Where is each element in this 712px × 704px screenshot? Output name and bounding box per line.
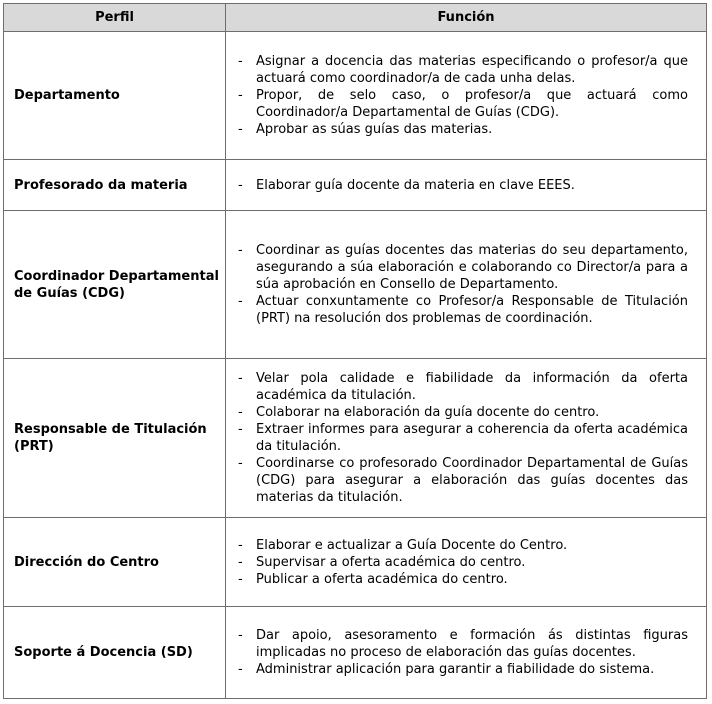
- dash-bullet-icon: -: [238, 294, 243, 309]
- funcion-list: [238, 537, 688, 588]
- list-item: [238, 554, 688, 571]
- funcion-cell: [226, 211, 707, 359]
- funcion-cell: [226, 607, 707, 699]
- perfil-cell: Coordinador Departamental de Guías (CDG): [4, 211, 226, 359]
- funcion-list: [238, 177, 688, 194]
- dash-bullet-icon: -: [238, 177, 243, 193]
- list-item: [238, 293, 688, 327]
- funcion-list: [238, 53, 688, 138]
- table-row: [4, 160, 707, 211]
- list-item-text: Colaborar na elaboración da guía docente do centro.: [256, 405, 600, 420]
- list-item: [238, 537, 688, 554]
- list-item: [238, 53, 688, 87]
- table-row: [4, 211, 707, 359]
- list-item-text: Asignar a docencia das materias especificando o profesor/a que actuará como coordinador/a de cada unha delas.: [256, 54, 688, 86]
- funcion-header: Función: [226, 4, 707, 32]
- dash-bullet-icon: -: [238, 422, 243, 437]
- list-item: [238, 661, 688, 678]
- list-item-text: Dar apoio, asesoramento e formación ás distintas figuras implicadas no proceso de elaboración das guías docentes.: [256, 628, 688, 660]
- header-row: [4, 4, 707, 32]
- list-item-text: Extraer informes para asegurar a coherencia da oferta académica da titulación.: [256, 422, 688, 454]
- list-item-text: Supervisar a oferta académica do centro.: [256, 554, 526, 570]
- dash-bullet-icon: -: [238, 456, 243, 471]
- list-item: [238, 404, 688, 421]
- list-item: [238, 242, 688, 293]
- dash-bullet-icon: -: [238, 537, 243, 553]
- list-item: [238, 121, 688, 138]
- list-item-text: Coordinarse co profesorado Coordinador Departamental de Guías (CDG) para asegurar a elaboración das guías docentes das materias da titulación.: [256, 456, 688, 505]
- table-row: [4, 518, 707, 607]
- funcion-cell: [226, 359, 707, 518]
- dash-bullet-icon: -: [238, 122, 243, 137]
- list-item-text: Actuar conxuntamente co Profesor/a Responsable de Titulación (PRT) na resolución dos problemas de coordinación.: [256, 294, 688, 326]
- table-row: [4, 32, 707, 160]
- list-item-text: Publicar a oferta académica do centro.: [256, 571, 508, 587]
- list-item-text: Administrar aplicación para garantir a fiabilidade do sistema.: [256, 662, 655, 677]
- list-item-text: Coordinar as guías docentes das materias do seu departamento, asegurando a súa elaboración e colaborando co Director/a para a súa aprobación en Consello de Departamento.: [256, 243, 688, 292]
- table-body: [4, 32, 707, 699]
- list-item: [238, 455, 688, 506]
- funcion-cell: [226, 32, 707, 160]
- list-item-text: Elaborar guía docente da materia en clave EEES.: [256, 177, 575, 193]
- list-item: [238, 177, 688, 194]
- list-item-text: Elaborar e actualizar a Guía Docente do Centro.: [256, 537, 568, 553]
- funcion-cell: [226, 160, 707, 211]
- dash-bullet-icon: -: [238, 405, 243, 420]
- list-item: [238, 421, 688, 455]
- roles-table: [3, 3, 707, 699]
- funcion-cell: [226, 518, 707, 607]
- dash-bullet-icon: -: [238, 571, 243, 587]
- perfil-cell: Dirección do Centro: [4, 518, 226, 607]
- list-item-text: Aprobar as súas guías das materias.: [256, 122, 493, 137]
- list-item: [238, 571, 688, 588]
- perfil-cell: Responsable de Titulación (PRT): [4, 359, 226, 518]
- funcion-list: [238, 627, 688, 678]
- funcion-list: [238, 370, 688, 506]
- list-item-text: Propor, de selo caso, o profesor/a que actuará como Coordinador/a Departamental de Guías (CDG).: [256, 88, 688, 120]
- perfil-header: Perfil: [4, 4, 226, 32]
- list-item-text: Velar pola calidade e fiabilidade da información da oferta académica da titulación.: [256, 371, 688, 403]
- list-item: [238, 370, 688, 404]
- table-row: [4, 607, 707, 699]
- dash-bullet-icon: -: [238, 371, 243, 386]
- perfil-cell: Departamento: [4, 32, 226, 160]
- dash-bullet-icon: -: [238, 554, 243, 570]
- perfil-cell: Profesorado da materia: [4, 160, 226, 211]
- perfil-cell: Soporte á Docencia (SD): [4, 607, 226, 699]
- dash-bullet-icon: -: [238, 54, 243, 69]
- list-item: [238, 627, 688, 661]
- list-item: [238, 87, 688, 121]
- funcion-list: [238, 242, 688, 327]
- dash-bullet-icon: -: [238, 628, 243, 643]
- dash-bullet-icon: -: [238, 88, 243, 103]
- dash-bullet-icon: -: [238, 662, 243, 677]
- table-row: [4, 359, 707, 518]
- dash-bullet-icon: -: [238, 243, 243, 258]
